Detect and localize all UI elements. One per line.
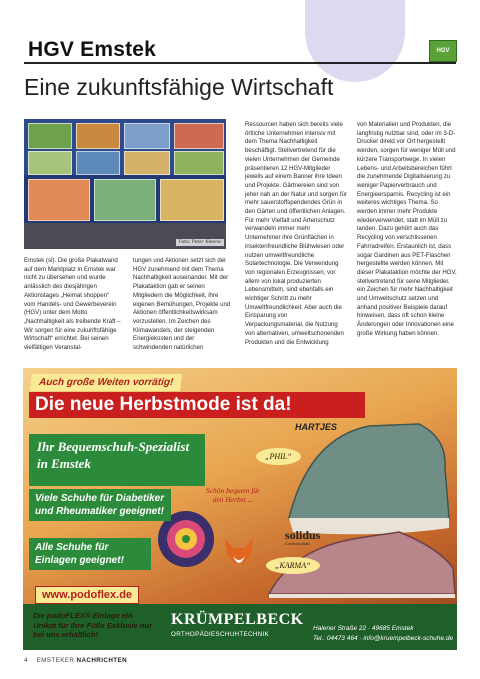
article-text: Emstek (sl). Die große Plakatwand auf dem Marktplatz in Emstek war nicht zu übersehen und wurde anlässlich des diesjährigen Aktionstages „Heimat shoppen“ vom Handels- und Gewerbeverein (HGV) unter dem Motto „Nachhaltigkeit als treibende Kraft – Wir sorgen für eine zukunftsfähige Wirtschaft“ errichtet. Bei seinen vielfältigen Veranstal-	[24, 257, 121, 352]
ad-specialist: Ihr Bequemschuh-Spezialist in Emstek	[29, 434, 205, 486]
article-text: tungen und Aktionen setzt sich der HGV zunehmend mit dem Thema Nachhaltigkeit auseinander. Mit der Plakataktion gab er seinen Mitgliedern die Möglichkeit, ihre eigenen Bemühungen, Projekte und Aktionen öffentlichkeitswirksam vorzustellen. Im Zeichen des Klimawandels, der steigenden Energiekosten und der schwindenden natürlichen	[133, 257, 231, 352]
store-contact: Tel.: 04473 464 · info@kruempelbeck-schuhe.de	[313, 635, 454, 642]
store-street: Halener Straße 22 · 49685 Emstek	[313, 625, 414, 632]
photo-credit: Foto: Peter Kleene	[176, 239, 224, 246]
ad-website-link[interactable]: www.podoflex.de	[35, 586, 139, 604]
magazine-name-a: EMSTEKER	[36, 657, 75, 664]
ad-top-line: Auch große Weiten vorrätig!	[30, 374, 182, 391]
page-number: 4	[24, 657, 28, 664]
article-headline: Eine zukunftsfähige Wirtschaft	[24, 74, 334, 100]
brand-solidus-name: solidus	[285, 528, 321, 542]
decorative-circle	[305, 0, 405, 82]
ad-headline: Die neue Herbstmode ist da!	[29, 392, 365, 418]
store-subtitle: ORTHOPÄDIESCHUHTECHNIK	[171, 631, 270, 638]
store-address	[313, 624, 453, 644]
fox-image	[219, 530, 259, 576]
article-column-3	[357, 121, 457, 339]
advertisement[interactable]	[23, 368, 457, 650]
ad-diabetiker: Viele Schuhe für Diabetiker und Rheumatiker geeignet!	[29, 489, 171, 521]
article-column-1b	[133, 257, 231, 353]
brand-solidus	[285, 528, 320, 546]
store-name: KRÜMPELBECK	[171, 611, 304, 628]
article-column-2	[245, 121, 347, 347]
article-column-1a	[24, 257, 122, 353]
article-photo	[24, 119, 226, 249]
model-phil: „PHIL“	[256, 448, 301, 465]
article-text: Ressourcen haben sich bereits viele örtliche Unternehmen intensiv mit dem Thema Nachhaltigkeit beschäftigt. Stellvertretend für die vielen Unternehmen der Gemeinde präsentieren 12 HGV-Mitglieder jeweils auf einem Banner ihre Ideen und Projekte. Gärtnereien sind von jeher nah an der Natur und sorgen für mehr sauerstoffspendendes Grün in den Gärten und öffentlichen Anlagen. Für mehr Vielfalt und Artenschutz verwandeln immer mehr Unternehmer ihre Grünflächen in insektenfreundliche Blühwiesen oder nutzen umweltfreundliche Solartechnologie. Die Verwendung von regionalen Erzeugnissen, vor allem von lokal produzierten Lebensmitteln, sind ebenfalls ein wichtiger Schritt zu mehr Umweltfreundlichkeit. Aber auch die Einsparung von Verpackungsmaterial, die Nutzung von alternativen, umweltschonenden Produkten und die Entwicklung	[245, 121, 347, 346]
brand-solidus-sub: Comfortschuhe	[285, 541, 310, 546]
model-karma: „KARMA“	[266, 557, 320, 574]
organization-name: HGV Emstek	[28, 38, 157, 61]
page-footer	[24, 657, 127, 664]
ad-autumn-note: Schön bequem für den Herbst ...	[205, 486, 261, 504]
brand-hartjes: HARTJES	[295, 422, 337, 432]
ad-podoflex-text: Die podoFLEX® Einlage ein Unikat für Ihre Füße Exklusiv nur bei uns erhältlich!	[33, 611, 152, 639]
header-rule	[24, 62, 456, 64]
magazine-name-b: NACHRICHTEN	[76, 657, 128, 664]
article-text: von Materialien und Produkten, die langfristig nutzbar sind, oder im 3-D-Drucker direkt vor Ort hergestellt werden, sorgen für weniger Müll und kürzere Transportwege. In vielen Lebens- und Arbeitsbereichen führt die zunehmende Digitalisierung zu weniger Papierverbrauch und Energieersparnis. Recycling ist ein weiteres wichtiges Thema. So werden immer mehr Produkte wiederverwendet, statt im Müll zu landen. Dazu gehört auch das Recycling von verschlissenen Fahrradreifen. Erstaunlich ist, dass sogar Gardinen aus PET-Flaschen hergestellte werden können. Mit dieser Plakataktion möchte der HGV, stellvertretend für seine Mitglieder, ein Zeichen für mehr Nachhaltigkeit und Umweltschutz setzen und anhand positiver Beispiele darauf hinweisen, dass oft schon kleine Änderungen oder Innovationen eine große Wirkung haben können.	[357, 121, 457, 337]
hgv-logo: HGV	[429, 40, 457, 62]
ad-einlagen: Alle Schuhe für Einlagen geeignet!	[29, 538, 151, 570]
